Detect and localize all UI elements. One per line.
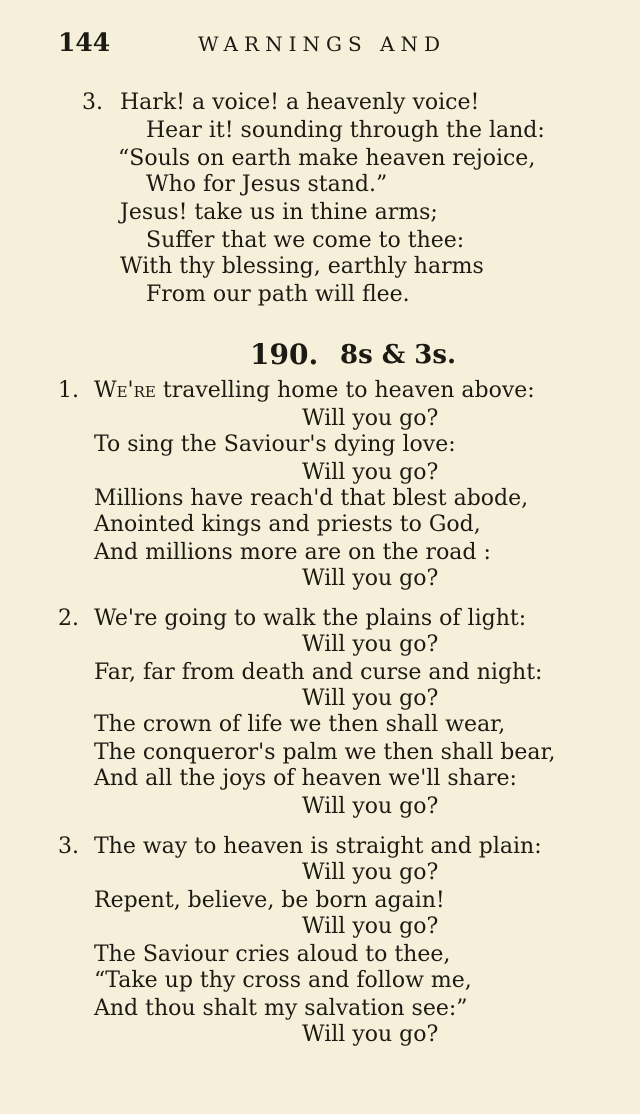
verse-line: The Saviour cries aloud to thee, bbox=[94, 942, 451, 967]
verse-line: The conqueror's palm we then shall bear, bbox=[94, 740, 556, 765]
verse-line: The way to heaven is straight and plain: bbox=[94, 834, 542, 859]
verse-line: Anointed kings and priests to God, bbox=[94, 512, 481, 537]
verse-line: “Take up thy cross and follow me, bbox=[94, 968, 472, 993]
refrain: Will you go? bbox=[302, 794, 439, 819]
verse-line: Who for Jesus stand.” bbox=[146, 172, 388, 197]
verse-line: With thy blessing, earthly harms bbox=[120, 254, 484, 279]
verse-line: And all the joys of heaven we'll share: bbox=[94, 766, 517, 791]
verse-line: Far, far from death and curse and night: bbox=[94, 660, 543, 685]
refrain: Will you go? bbox=[302, 914, 439, 939]
verse-line-rest: travelling home to heaven above: bbox=[155, 378, 535, 403]
refrain: Will you go? bbox=[302, 860, 439, 885]
verse-line: Suffer that we come to thee: bbox=[146, 228, 465, 253]
hymn-meter: 8s & 3s. bbox=[340, 340, 457, 370]
verse-number: 1. bbox=[58, 378, 79, 403]
refrain: Will you go? bbox=[302, 566, 439, 591]
verse-number: 3. bbox=[58, 834, 79, 859]
verse-line: And thou shalt my salvation see:” bbox=[94, 996, 468, 1021]
refrain: Will you go? bbox=[302, 460, 439, 485]
verse-line: To sing the Saviour's dying love: bbox=[94, 432, 456, 457]
hymn-number: 190. bbox=[250, 338, 319, 371]
running-title: WARNINGS AND bbox=[198, 32, 446, 56]
verse-line: The crown of life we then shall wear, bbox=[94, 712, 506, 737]
verse-line: We're going to walk the plains of light: bbox=[94, 606, 527, 631]
page-number: 144 bbox=[58, 28, 111, 57]
verse-line: Repent, believe, be born again! bbox=[94, 888, 445, 913]
verse-first-word: We're bbox=[94, 378, 156, 403]
verse-line: “Souls on earth make heaven rejoice, bbox=[118, 146, 536, 171]
verse-line bbox=[94, 378, 535, 404]
verse-line: And millions more are on the road : bbox=[94, 540, 491, 565]
refrain: Will you go? bbox=[302, 406, 439, 431]
verse-number: 3. bbox=[82, 90, 103, 115]
verse-line: Hark! a voice! a heavenly voice! bbox=[120, 90, 480, 115]
verse-line: Millions have reach'd that blest abode, bbox=[94, 486, 529, 511]
verse-line: Hear it! sounding through the land: bbox=[146, 118, 545, 143]
refrain: Will you go? bbox=[302, 1022, 439, 1047]
verse-line: From our path will flee. bbox=[146, 282, 410, 307]
refrain: Will you go? bbox=[302, 632, 439, 657]
refrain: Will you go? bbox=[302, 686, 439, 711]
verse-number: 2. bbox=[58, 606, 79, 631]
verse-line: Jesus! take us in thine arms; bbox=[120, 200, 438, 225]
